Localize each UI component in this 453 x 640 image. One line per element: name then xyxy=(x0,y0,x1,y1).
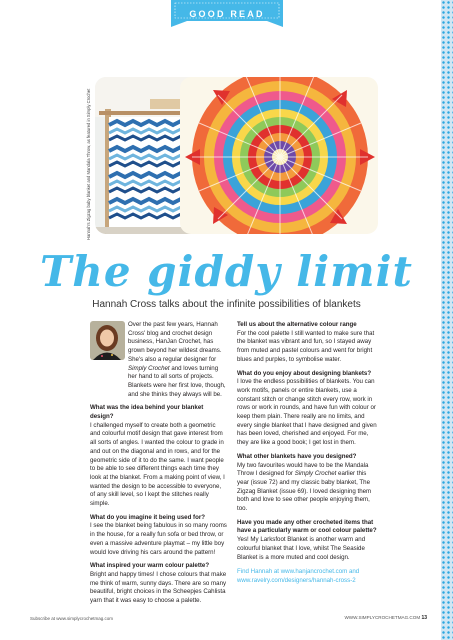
article-column-right xyxy=(237,321,377,586)
contact-link-website[interactable]: Find Hannah at www.hanjancrochet.com and xyxy=(237,568,360,576)
intro-text-a: Over the past few years, Hannah Cross' blog and crochet design business, HanJan Crochet, has grown beyond her wildest dreams. She's also a regular designer for xyxy=(128,321,222,363)
answer-magazine-name: Simply Crochet xyxy=(294,470,337,478)
answer-paragraph: Bright and happy times! I chose colours that make me think of warm, sunny days. There are so many beautiful, bright choices in the Scheepjes Cahlista yarn that it was easy to choose a palette. xyxy=(90,570,227,605)
author-portrait xyxy=(90,321,125,360)
article-standfirst: Hannah Cross talks about the infinite possibilities of blankets xyxy=(92,299,361,310)
contact-links xyxy=(237,568,377,585)
answer-paragraph: I see the blanket being fabulous in so many rooms in the house, for a really fun sofa or bed throw, or even a massive adventure playmat – my little boy would love driving his cars around the pattern! xyxy=(90,522,227,556)
question-heading: Tell us about the alternative colour range xyxy=(237,321,357,328)
answer-text-a: My two favourites would have to be the Mandala Throw I designed for xyxy=(237,461,369,478)
article-column-left xyxy=(90,321,227,611)
footer-subscribe: Subscribe at www.simplycrochetmag.com xyxy=(30,616,114,621)
intro-text-b: and loves turning her hand to all sorts of projects. Blankets were her first love, though, and she thinks they always will be. xyxy=(128,364,226,398)
answer-paragraph: I challenged myself to create both a geometric and colourful motif design that gave interest from all sorts of angles. I wanted the colour to grade in and out on the diagonal and in rows, and for the geometric side of it to do the same. I want people to be able to see different things each time they look at the blanket. From a making point of view, I wanted the design to be accessible to everyone, of any skill level, so I kept the stitches really simple. xyxy=(90,421,225,508)
footer-site-url: WWW.SIMPLYCROCHETMAG.COM xyxy=(344,615,421,620)
decorative-dot-strip xyxy=(441,0,453,640)
section-banner xyxy=(171,0,283,27)
page-number: 13 xyxy=(421,615,427,621)
answer-paragraph xyxy=(237,462,377,514)
footer-site xyxy=(344,615,427,621)
mandala-throw-photo xyxy=(180,77,378,234)
question-heading: What was the idea behind your blanket design? xyxy=(90,404,204,421)
question-heading: What do you enjoy about designing blankets? xyxy=(237,369,372,377)
photo-caption: Hannah's Zigzag baby blanket and Mandala Throw, as featured in Simply Crochet xyxy=(86,88,91,240)
intro-magazine-name: Simply Crochet xyxy=(128,364,170,372)
answer-paragraph: Yes! My Larksfoot Blanket is another warm and colourful blanket that I love, whilst The Seaside Blanket is a more muted and cool design. xyxy=(237,536,366,561)
question-heading: What other blankets have you designed? xyxy=(237,452,357,460)
question-heading: Have you made any other crocheted items that have a particularly warm or cool colour palette? xyxy=(237,518,377,535)
question-heading: What inspired your warm colour palette? xyxy=(90,562,210,570)
answer-text-b: earlier this year (issue 72) and my classic baby blanket, The Zigzag Blanket (issue 69). I loved designing them both and love to see other people enjoying them, too. xyxy=(237,470,372,513)
banner-label: GOOD READ xyxy=(189,9,265,19)
answer-paragraph: For the cool palette I still wanted to make sure that the blanket was vibrant and fun, so I stayed away from muted and pastel colours and went for bright blues and purples, to symbolise water. xyxy=(237,329,375,363)
answer-paragraph: I love the endless possibilities of blankets. You can work motifs, panels or entire blankets, use a constant stitch or change stitch every row, work in rows or work in rounds, and have fun with colour or keep them plain. There really are no limits, and every single blanket that I have designed and given has been loved, cherished and enjoyed. For me, they are like a good book; I get lost in them. xyxy=(237,378,377,447)
question-heading: What do you imagine it being used for? xyxy=(90,513,205,521)
contact-link-ravelry[interactable]: www.ravelry.com/designers/hannah-cross-2 xyxy=(237,576,356,584)
article-title: The giddy limit xyxy=(40,247,413,296)
